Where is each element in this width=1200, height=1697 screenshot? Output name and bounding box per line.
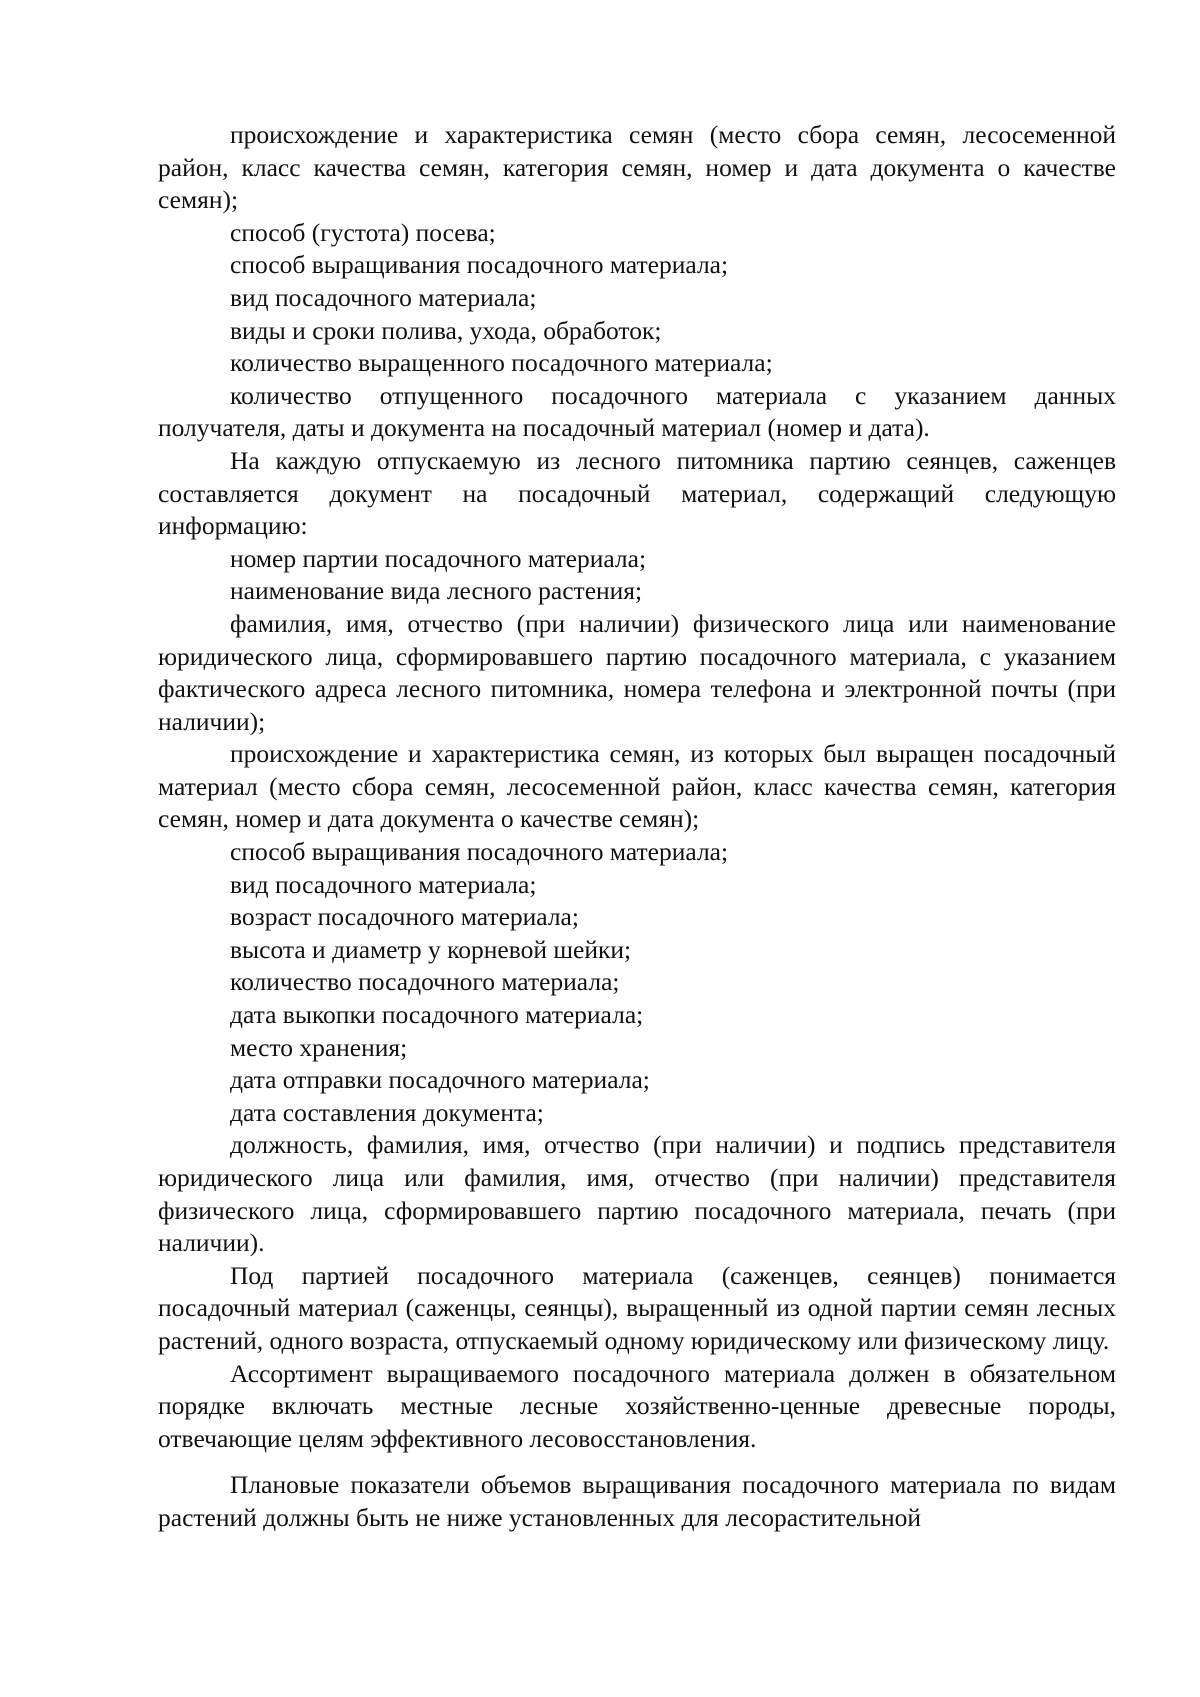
- paragraph-storage-place: место хранения;: [230, 1032, 408, 1062]
- paragraph-species-name: наименование вида лесного растения;: [230, 576, 643, 606]
- paragraph-sowing-method: способ (густота) посева;: [230, 217, 496, 247]
- paragraph-material-quantity: количество посадочного материала;: [230, 967, 620, 997]
- paragraph-grown-quantity: количество выращенного посадочного материала;: [230, 348, 773, 378]
- document-page: [158, 119, 1116, 1535]
- paragraph-planned-volumes: Плановые показатели объемов выращивания посадочного материала по видам растений должны быть не ниже установленных для лесорастительной: [158, 1470, 1116, 1532]
- paragraph-height-diameter: высота и диаметр у корневой шейки;: [230, 934, 632, 964]
- paragraph-shipping-date: дата отправки посадочного материала;: [230, 1065, 650, 1095]
- paragraph-growing-method-batch: способ выращивания посадочного материала;: [230, 837, 729, 867]
- paragraph-document-date: дата составления документа;: [230, 1097, 544, 1127]
- paragraph-batch-document: На каждую отпускаемую из лесного питомника партию сеянцев, саженцев составляется документ на посадочный материал, содержащий следующую информацию:: [158, 445, 1116, 541]
- paragraph-released-quantity: количество отпущенного посадочного материала с указанием данных получателя, даты и документа на посадочный материал (номер и дата).: [158, 380, 1116, 443]
- paragraph-assortment: Ассортимент выращиваемого посадочного материала должен в обязательном порядке включать местные лесные хозяйственно-ценные древесные породы, отвечающие целям эффективного лесовосстановления.: [158, 1358, 1116, 1453]
- paragraph-batch-number: номер партии посадочного материала;: [230, 543, 647, 573]
- paragraph-material-type: вид посадочного материала;: [230, 282, 537, 312]
- paragraph-material-type-batch: вид посадочного материала;: [230, 869, 537, 899]
- paragraph-batch-definition: Под партией посадочного материала (саженцев, сеянцев) понимается посадочный материал (саженцы, сеянцы), выращенный из одной партии семян лесных растений, одного возраста, отпускаемый одному юридическому или физическому лицу.: [158, 1260, 1116, 1355]
- paragraph-material-age: возраст посадочного материала;: [230, 902, 579, 932]
- paragraph-digging-date: дата выкопки посадочного материала;: [230, 1000, 644, 1030]
- paragraph-watering-care: виды и сроки полива, ухода, обработок;: [230, 315, 662, 345]
- paragraph-producer: фамилия, имя, отчество (при наличии) физического лица или наименование юридического лица, сформировавшего партию посадочного материала, с указанием фактического адреса лесного питомника, номера телефона и электронной почты (при наличии);: [158, 608, 1116, 736]
- paragraph-signatory: должность, фамилия, имя, отчество (при наличии) и подпись представителя юридического лица или фамилия, имя, отчество (при наличии) представителя физического лица, сформировавшего партию посадочного материала, печать (при наличии).: [158, 1130, 1116, 1258]
- paragraph-growing-method: способ выращивания посадочного материала;: [230, 250, 729, 280]
- paragraph-seed-origin-batch: происхождение и характеристика семян, из которых был выращен посадочный материал (место сбора семян, лесосеменной район, класс качества семян, категория семян, номер и дата документа о качестве семян);: [158, 739, 1116, 834]
- paragraph-seed-origin: происхождение и характеристика семян (место сбора семян, лесосеменной район, класс качества семян, категория семян, номер и дата документа о качестве семян);: [158, 120, 1116, 215]
